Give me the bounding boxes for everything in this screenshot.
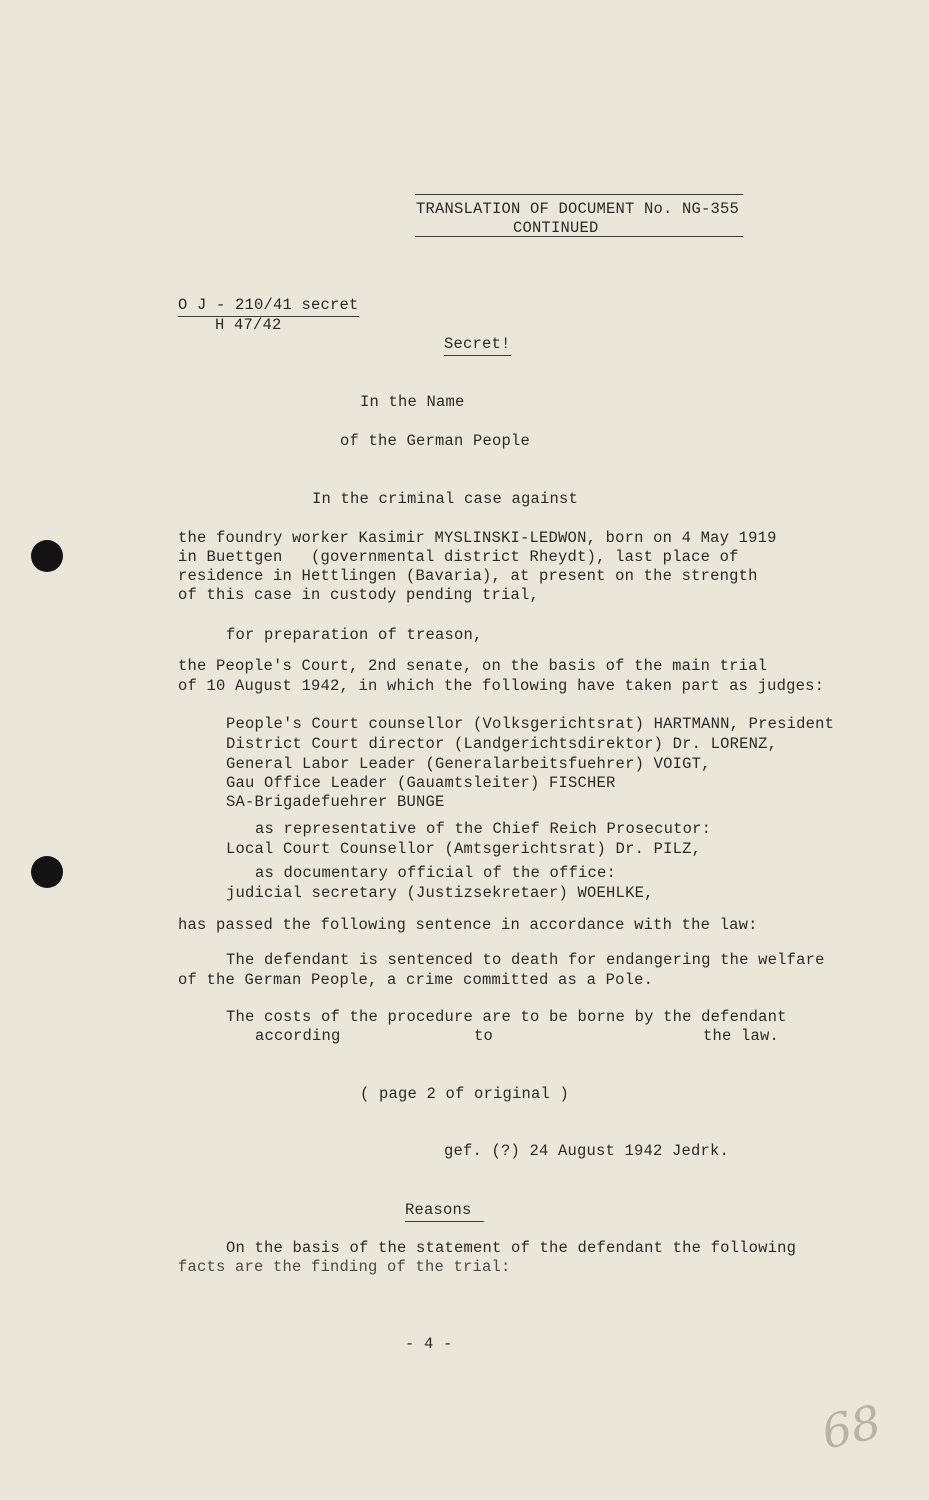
costs-word: to xyxy=(474,1027,494,1045)
in-the-name: In the Name xyxy=(360,393,465,411)
judge-line: People's Court counsellor (Volksgerichtsrat) HARTMANN, President xyxy=(226,715,835,733)
defendant-line: in Buettgen (governmental district Rheydt), last place of xyxy=(178,548,739,566)
punch-hole-bottom xyxy=(31,856,63,888)
margin-handwriting: 68 xyxy=(817,1394,886,1460)
court-line: of 10 August 1942, in which the following have taken part as judges: xyxy=(178,677,825,695)
prosecutor-name: Local Court Counsellor (Amtsgerichtsrat) Dr. PILZ, xyxy=(226,840,702,858)
header-bottom-rule xyxy=(415,236,743,237)
costs-line: The costs of the procedure are to be borne by the defendant xyxy=(226,1008,787,1026)
costs-word: the law. xyxy=(703,1027,780,1045)
documentary-name: judicial secretary (Justizsekretaer) WOEHLKE, xyxy=(226,884,654,902)
prosecutor-label: as representative of the Chief Reich Prosecutor: xyxy=(255,820,712,838)
sentence-line: The defendant is sentenced to death for endangering the welfare xyxy=(226,951,825,969)
documentary-label: as documentary official of the office: xyxy=(255,864,617,882)
file-reference: O J - 210/41 secret xyxy=(178,296,359,317)
reasons-heading: Reasons xyxy=(405,1201,484,1222)
court-line: the People's Court, 2nd senate, on the basis of the main trial xyxy=(178,657,768,675)
charge: for preparation of treason, xyxy=(226,626,483,644)
judge-line: SA-Brigadefuehrer BUNGE xyxy=(226,793,445,811)
secret-label: Secret! xyxy=(444,335,511,356)
sentence-line: of the German People, a crime committed as a Pole. xyxy=(178,971,654,989)
document-continued: CONTINUED xyxy=(513,219,599,237)
passed-sentence: has passed the following sentence in accordance with the law: xyxy=(178,916,758,934)
header-top-rule xyxy=(415,194,743,195)
document-title: TRANSLATION OF DOCUMENT No. NG-355 xyxy=(416,200,740,218)
punch-hole-top xyxy=(31,540,63,572)
signed-date: gef. (?) 24 August 1942 Jedrk. xyxy=(444,1142,730,1160)
of-the-people: of the German People xyxy=(340,432,531,450)
file-reference-2: H 47/42 xyxy=(215,316,282,334)
judge-line: Gau Office Leader (Gauamtsleiter) FISCHER xyxy=(226,774,616,792)
defendant-line: residence in Hettlingen (Bavaria), at present on the strength xyxy=(178,567,758,585)
judge-line: General Labor Leader (Generalarbeitsfuehrer) VOIGT, xyxy=(226,755,711,773)
defendant-line: of this case in custody pending trial, xyxy=(178,586,540,604)
criminal-case: In the criminal case against xyxy=(312,490,579,508)
page-of-original: ( page 2 of original ) xyxy=(360,1085,570,1103)
reasons-line: facts are the finding of the trial: xyxy=(178,1258,511,1276)
judge-line: District Court director (Landgerichtsdirektor) Dr. LORENZ, xyxy=(226,735,778,753)
reasons-line: On the basis of the statement of the defendant the following xyxy=(226,1239,797,1257)
page-number: - 4 - xyxy=(405,1335,453,1353)
defendant-line: the foundry worker Kasimir MYSLINSKI-LEDWON, born on 4 May 1919 xyxy=(178,529,777,547)
costs-word: according xyxy=(255,1027,341,1045)
